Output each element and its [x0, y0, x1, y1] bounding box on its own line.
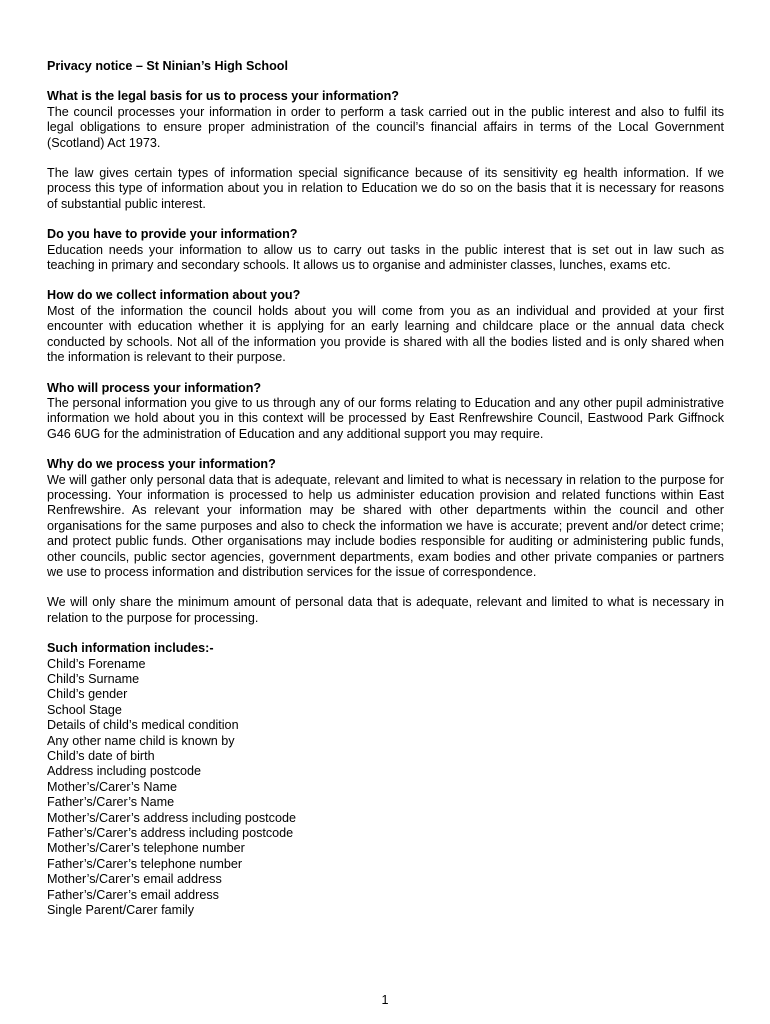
section-paragraph: The personal information you give to us through any of our forms relating to Education and any other pupil administrative information we hold about you in this context will be processed by East Renfrewshire Council, Eastwood Park Giffnock G46 6UG for the administration of Education and any additional support you may require. [47, 395, 724, 441]
section-paragraph: We will gather only personal data that is adequate, relevant and limited to what is necessary in relation to the purpose for processing. Your information is processed to help us administer education provision and related functions within East Renfrewshire. As relevant your information may be shared with other departments within the council and other organisations for the same purposes and also to check the information we have is accurate; prevent and/or detect crime; and protect public funds. Other organisations may include bodies responsible for auditing or administering public funds, other councils, public sector agencies, government departments, exam bodies and other private companies or partners we use to process information and distribution services for the issue of correspondence. [47, 472, 724, 579]
list-item: Mother’s/Carer’s address including postcode [47, 810, 296, 825]
section-heading: Who will process your information? [47, 380, 262, 395]
section-who-processes [47, 381, 724, 443]
list-item: Mother’s/Carer’s Name [47, 779, 177, 794]
document-page [47, 59, 724, 919]
list-item: Father’s/Carer’s email address [47, 887, 219, 902]
section-paragraph: Education needs your information to allow us to carry out tasks in the public interest that is set out in law such as teaching in primary and secondary schools. It allows us to organise and administer classes, lunches, exams etc. [47, 242, 724, 273]
section-provide-information [47, 227, 724, 273]
includes-list [47, 657, 724, 919]
document-title: Privacy notice – St Ninian’s High School [47, 59, 288, 73]
section-collect-information [47, 288, 724, 365]
section-paragraph: We will only share the minimum amount of personal data that is adequate, relevant and limited to what is necessary in relation to the purpose for processing. [47, 595, 724, 625]
list-item: Any other name child is known by [47, 733, 235, 748]
list-item: Father’s/Carer’s address including postcode [47, 826, 294, 841]
section-heading: What is the legal basis for us to process your information? [47, 89, 399, 104]
list-item: Child’s Surname [47, 672, 140, 686]
page-number: 1 [381, 993, 389, 1007]
section-why-process [47, 457, 724, 626]
list-item: Address including postcode [47, 764, 202, 779]
section-paragraph: Most of the information the council holds about you will come from you as an individual and provided at your first encounter with education whether it is applying for an early learning and childcare place or the annual data check conducted by schools. Not all of the information you provide is shared with all the bodies listed and is only shared when the information is relevant to their purpose. [47, 303, 724, 365]
list-item: Mother’s/Carer’s telephone number [47, 841, 245, 856]
list-item: Father’s/Carer’s telephone number [47, 856, 243, 871]
list-item: Child’s Forename [47, 656, 146, 671]
list-item: Child’s gender [47, 687, 128, 702]
section-legal-basis [47, 89, 724, 212]
section-heading: How do we collect information about you? [47, 288, 301, 303]
section-heading: Why do we process your information? [47, 457, 276, 472]
list-item: Father’s/Carer’s Name [47, 795, 175, 810]
list-item: Mother’s/Carer’s email address [47, 872, 222, 887]
list-item: Details of child’s medical condition [47, 718, 239, 733]
section-heading: Do you have to provide your information? [47, 227, 298, 242]
section-information-includes [47, 641, 724, 918]
includes-heading: Such information includes:- [47, 641, 214, 656]
section-paragraph: The council processes your information in order to perform a task carried out in the public interest and also to fulfil its legal obligations to ensure proper administration of the council’s financial affairs in terms of the Local Government (Scotland) Act 1973. [47, 104, 724, 150]
list-item: Single Parent/Carer family [47, 903, 194, 918]
list-item: School Stage [47, 702, 122, 717]
section-paragraph: The law gives certain types of information special significance because of its sensitivity eg health information. If we process this type of information about you in relation to Education we do so on the basis that it is necessary for reasons of substantial public interest. [47, 166, 724, 211]
list-item: Child’s date of birth [47, 749, 155, 764]
